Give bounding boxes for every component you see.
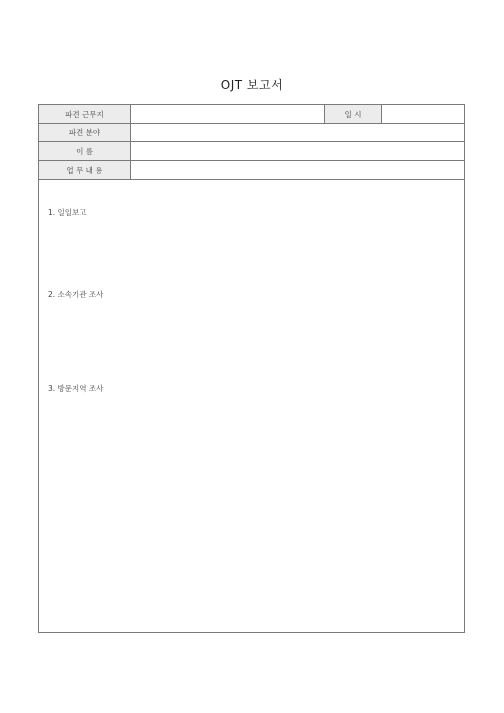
report-form [38, 104, 465, 633]
field-value[interactable] [131, 124, 464, 141]
form-row-field [39, 124, 464, 142]
section-daily-report: 1. 일일보고 [48, 208, 87, 217]
date-label: 일 시 [325, 105, 382, 123]
document-title: OJT 보고서 [220, 78, 284, 92]
name-label: 이 름 [39, 142, 131, 160]
section-organization-survey: 2. 소속기관 조사 [48, 290, 104, 299]
workplace-value[interactable] [131, 105, 325, 123]
form-row-name [39, 142, 464, 161]
field-label: 파견 분야 [39, 124, 131, 141]
report-body[interactable] [39, 180, 464, 632]
date-value[interactable] [382, 105, 464, 123]
section-visit-area-survey: 3. 방문지역 조사 [48, 384, 104, 393]
form-row-workplace [39, 105, 464, 124]
duties-label: 업 무 내 용 [39, 161, 131, 179]
name-value[interactable] [131, 142, 464, 160]
form-row-duties [39, 161, 464, 180]
workplace-label: 파견 근무지 [39, 105, 131, 123]
duties-value[interactable] [131, 161, 464, 179]
